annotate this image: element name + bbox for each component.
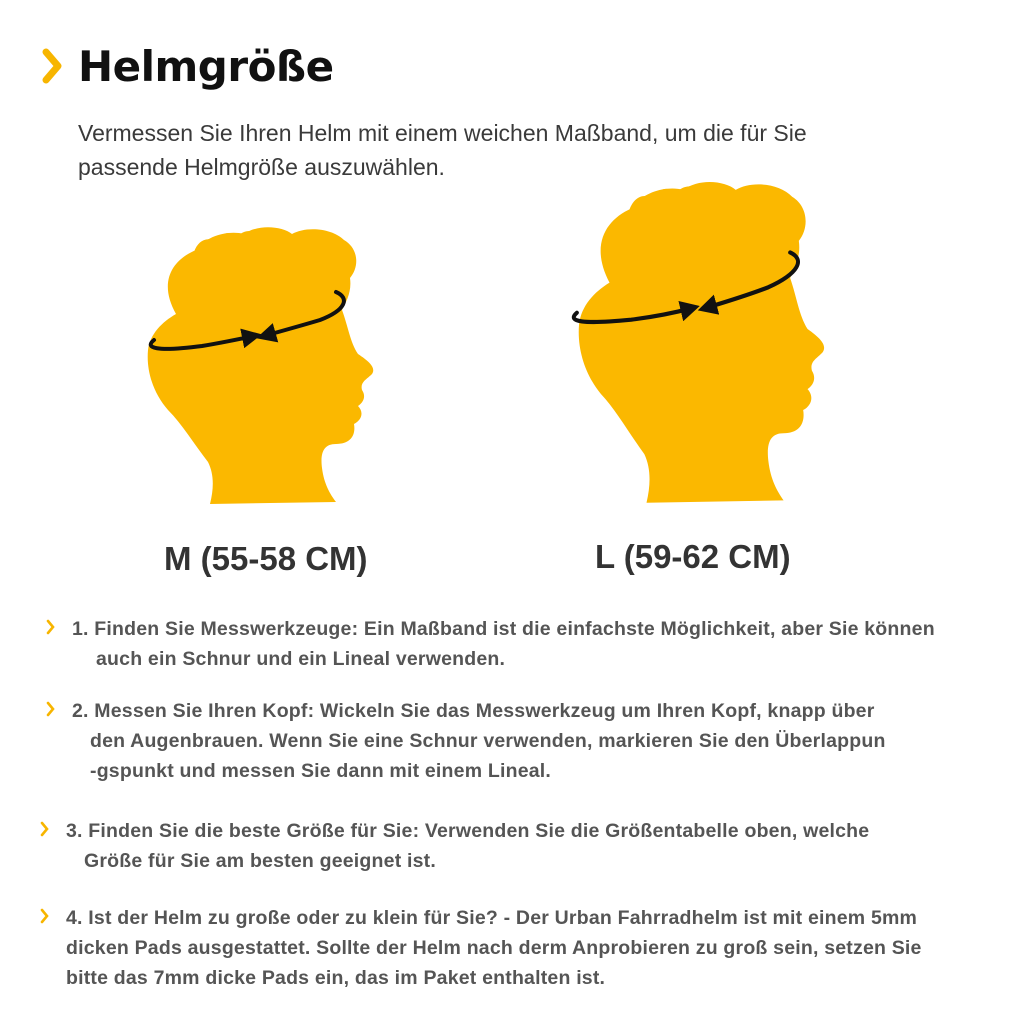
page-title: Helmgröße [78,41,334,91]
step-line: -gspunkt und messen Sie dann mit einem Lineal. [90,760,552,782]
step-line: 2. Messen Sie Ihren Kopf: Wickeln Sie das Messwerkzeug um Ihren Kopf, knapp über [72,700,875,722]
chevron-right-icon [46,701,55,717]
chevron-right-icon [40,908,49,924]
head-silhouette-icon [136,222,386,512]
size-label-l: L (59-62 CM) [595,538,791,575]
header [40,38,334,94]
chevron-right-icon [40,821,49,837]
step-line: den Augenbrauen. Wenn Sie eine Schnur verwenden, markieren Sie den Überlappun [90,730,886,752]
head-silhouette-icon [566,176,838,512]
step-line: dicken Pads ausgestattet. Sollte der Helm nach derm Anprobieren zu groß sein, setzen Sie [66,937,922,959]
step-item [72,696,886,786]
step-item [66,903,922,993]
step-line: 3. Finden Sie die beste Größe für Sie: Verwenden Sie die Größentabelle oben, welche [66,820,870,842]
intro-line: passende Helmgröße auszuwählen. [78,154,445,180]
step-line: bitte das 7mm dicke Pads ein, das im Paket enthalten ist. [66,967,606,989]
intro-text [78,116,978,184]
size-label-m: M (55-58 CM) [164,540,368,577]
step-line: auch ein Schnur und ein Lineal verwenden. [96,648,506,670]
step-item [72,614,935,674]
step-line: 4. Ist der Helm zu große oder zu klein für Sie? - Der Urban Fahrradhelm ist mit einem 5mm [66,907,918,929]
intro-line: Vermessen Sie Ihren Helm mit einem weichen Maßband, um die für Sie [78,120,807,146]
chevron-right-icon [46,619,55,635]
step-item [66,816,869,876]
chevron-right-icon [40,46,66,86]
step-line: 1. Finden Sie Messwerkzeuge: Ein Maßband ist die einfachste Möglichkeit, aber Sie können [72,618,935,640]
step-line: Größe für Sie am besten geeignet ist. [84,850,436,872]
